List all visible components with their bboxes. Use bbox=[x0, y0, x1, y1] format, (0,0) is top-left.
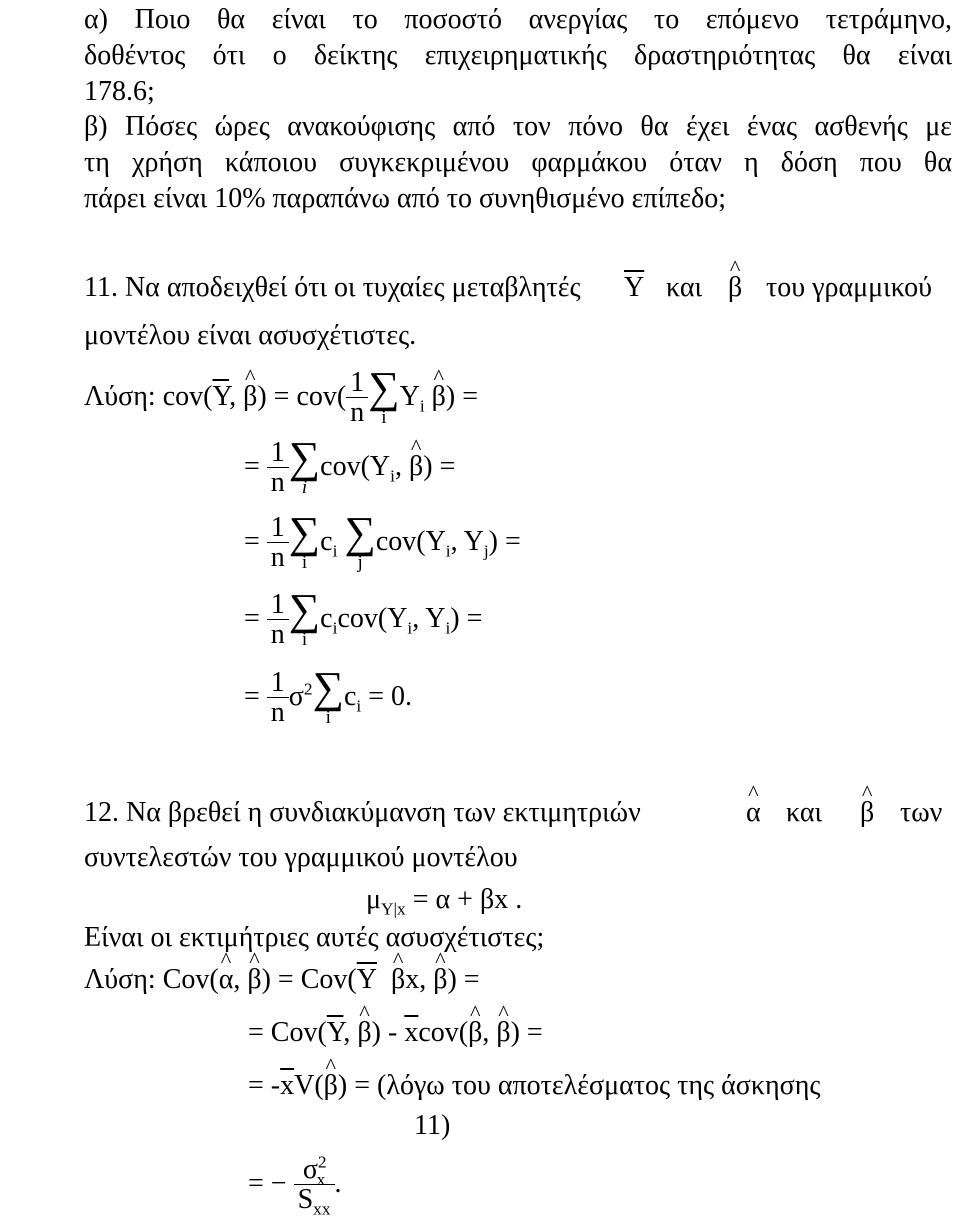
ex12-solution bbox=[84, 962, 480, 998]
ex11-eq-line-4: = $\frac{1}{n}$ ∑ i $c_icov(Y_i$, $Y_i$) = bbox=[244, 585, 483, 651]
ex12-kai: και bbox=[786, 797, 823, 828]
intro-line-3: 178.6; bbox=[84, 76, 155, 107]
ex12-eq-line-4: = − $\frac{\sigma^2_x}{S_{xx}}$ . bbox=[248, 1152, 342, 1219]
ex11-statement-b: του γραμμικού bbox=[766, 272, 933, 303]
ex12-eq-line-3: = $-\overline{x}V(\^{}$ β) = (λόγω του αποτελέσματος της άσκησης bbox=[248, 1068, 820, 1104]
intro-line-5: τη χρήση κάποιου συγκεκριμένου φαρμάκου όταν η δόση που θα bbox=[84, 147, 952, 178]
ex12-statement-b: των bbox=[900, 797, 943, 828]
ex11-Ybar: $\overline{Y}$ bbox=[624, 272, 645, 303]
ex12-statement-2: συντελεστών του γραμμικού μοντέλου bbox=[84, 842, 518, 873]
ex12-eq-line-1: Cov(^ α, ^ $\beta) = Cov(\overline{Y}$ ^ βx, ^ β) = bbox=[163, 964, 480, 995]
ex11-beta-hat: ^ β bbox=[728, 270, 742, 306]
ex11-kai: και bbox=[666, 272, 703, 303]
intro-line-1: α) Ποιο θα είναι το ποσοστό ανεργίας το επόμενο τετράμηνο, bbox=[84, 4, 952, 35]
ex11-solution bbox=[84, 363, 479, 429]
ex11-eq-line-1: $cov(\overline{Y}$, ^ β) = cov( $\frac{1}{n}$ ∑ i $Y_i$ ^ β) = bbox=[163, 381, 478, 412]
solution-label: Λύση: bbox=[84, 964, 156, 995]
ex11-eq-line-2: = $\frac{1}{n}$ ∑ i $cov(Y_i$, ^ β) = bbox=[244, 438, 455, 499]
ex11-eq-line-5: = $\frac{1}{n}$ $\sigma^2$ ∑ i $c_i = 0$. bbox=[244, 663, 413, 729]
ex11-eq-line-3: = $\frac{1}{n}$ ∑ i $c_i$ ∑ j $cov(Y_i$, $Y_j$) = bbox=[244, 508, 521, 574]
intro-line-6: πάρει είναι 10% παραπάνω από το συνηθισμένο επίπεδο; bbox=[84, 183, 726, 214]
ex12-eq-line-3b: 11) bbox=[414, 1110, 451, 1141]
ex11-statement-a: 11. Να αποδειχθεί ότι οι τυχαίες μεταβλητές bbox=[84, 272, 581, 303]
ex12-alpha-hat: ^ α bbox=[746, 795, 761, 831]
intro-line-4: β) Πόσες ώρες ανακούφισης από τον πόνο θα έχει ένας ασθενής με bbox=[84, 111, 952, 142]
ex12-statement-a: 12. Να βρεθεί η συνδιακύμανση των εκτιμητριών bbox=[84, 797, 641, 828]
ex12-question: Είναι οι εκτιμήτριες αυτές ασυσχέτιστες; bbox=[84, 922, 545, 953]
solution-label: Λύση: bbox=[84, 381, 156, 413]
ex11-statement-2: μοντέλου είναι ασυσχέτιστες. bbox=[84, 320, 417, 351]
intro-line-2: δοθέντος ότι ο δείκτης επιχειρηματικής δραστηριότητας θα είναι bbox=[84, 40, 952, 71]
ex12-model: $\mu_{Y|x} = \alpha + \beta x$ . bbox=[366, 884, 523, 919]
ex12-eq-line-2: = $Cov(\overline{Y}$, ^ $\beta) - \overline{x}cov(\^{}$ β, ^ β) = bbox=[248, 1015, 543, 1051]
ex12-beta-hat: ^ β bbox=[860, 795, 874, 831]
